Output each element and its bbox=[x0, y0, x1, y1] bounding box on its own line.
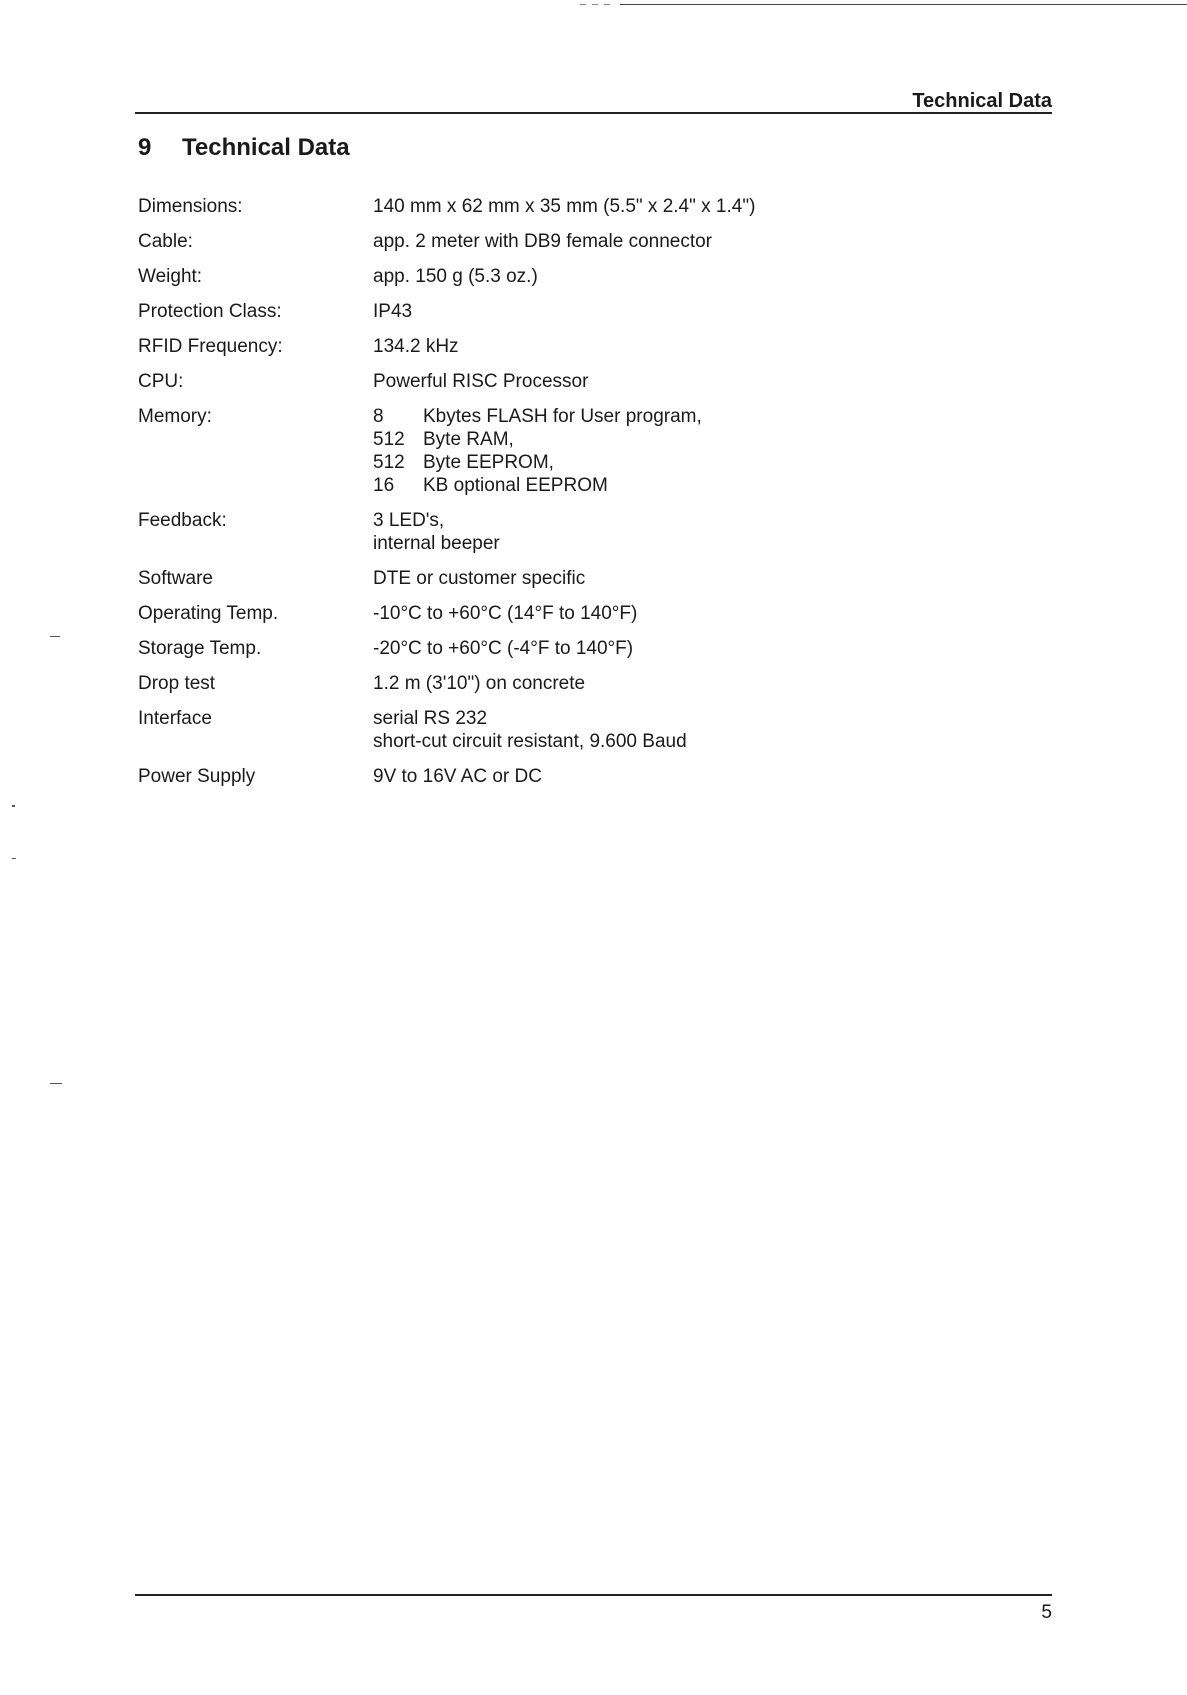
page-number: 5 bbox=[1041, 1602, 1052, 1623]
spec-value bbox=[373, 672, 755, 695]
spec-row bbox=[138, 509, 755, 555]
spec-row bbox=[138, 765, 755, 788]
spec-table bbox=[138, 195, 755, 800]
section-number: 9 bbox=[138, 134, 152, 161]
footer-rule bbox=[135, 1594, 1052, 1596]
spec-value bbox=[373, 300, 755, 323]
memory-description: KB optional EEPROM bbox=[423, 475, 608, 496]
scan-artifact bbox=[50, 636, 60, 637]
spec-value bbox=[373, 707, 755, 753]
memory-quantity: 512 bbox=[373, 452, 405, 473]
scan-artifact bbox=[580, 4, 610, 5]
spec-label: Feedback: bbox=[138, 510, 227, 531]
spec-label: Memory: bbox=[138, 406, 212, 427]
scan-artifact bbox=[12, 805, 15, 807]
spec-value bbox=[373, 637, 755, 660]
memory-quantity: 512 bbox=[373, 429, 405, 450]
header-rule bbox=[135, 112, 1052, 114]
spec-label: Operating Temp. bbox=[138, 603, 279, 624]
section-title-text: Technical Data bbox=[182, 134, 350, 161]
spec-row bbox=[138, 602, 755, 625]
spec-value bbox=[373, 509, 755, 555]
spec-value bbox=[373, 602, 755, 625]
spec-row bbox=[138, 335, 755, 358]
memory-line bbox=[373, 451, 755, 474]
section-title bbox=[138, 134, 350, 162]
spec-value-line: app. 2 meter with DB9 female connector bbox=[373, 231, 713, 252]
spec-value-line: DTE or customer specific bbox=[373, 568, 586, 589]
spec-label: RFID Frequency: bbox=[138, 336, 283, 357]
spec-value bbox=[373, 195, 755, 218]
scan-artifact bbox=[50, 1083, 62, 1084]
memory-line bbox=[373, 428, 755, 451]
spec-value-line: app. 150 g (5.3 oz.) bbox=[373, 266, 538, 287]
memory-line bbox=[373, 474, 755, 497]
spec-label: Interface bbox=[138, 708, 212, 729]
memory-description: Byte RAM, bbox=[423, 429, 514, 450]
spec-row bbox=[138, 370, 755, 393]
spec-row bbox=[138, 707, 755, 753]
memory-line bbox=[373, 405, 755, 428]
spec-row bbox=[138, 672, 755, 695]
spec-value bbox=[373, 265, 755, 288]
spec-value bbox=[373, 335, 755, 358]
spec-value-line: -20°C to +60°C (-4°F to 140°F) bbox=[373, 638, 634, 659]
spec-value-line: serial RS 232 bbox=[373, 708, 488, 729]
spec-label: Dimensions: bbox=[138, 196, 243, 217]
spec-label: Protection Class: bbox=[138, 301, 282, 322]
spec-label: Software bbox=[138, 568, 213, 589]
spec-label: Weight: bbox=[138, 266, 203, 287]
spec-value-line: 134.2 kHz bbox=[373, 336, 459, 357]
spec-value-line: short-cut circuit resistant, 9.600 Baud bbox=[373, 731, 687, 752]
memory-quantity: 16 bbox=[373, 475, 395, 496]
spec-value bbox=[373, 765, 755, 788]
running-header: Technical Data bbox=[912, 90, 1052, 112]
spec-row bbox=[138, 567, 755, 590]
spec-value-line: 140 mm x 62 mm x 35 mm (5.5" x 2.4" x 1.4") bbox=[373, 196, 756, 217]
spec-value bbox=[373, 370, 755, 393]
scan-artifact bbox=[620, 4, 1187, 5]
spec-row bbox=[138, 405, 755, 497]
spec-row bbox=[138, 195, 755, 218]
spec-value-line: Powerful RISC Processor bbox=[373, 371, 589, 392]
spec-value-line: IP43 bbox=[373, 301, 413, 322]
spec-value-line: 9V to 16V AC or DC bbox=[373, 766, 542, 787]
spec-value-line: 1.2 m (3'10") on concrete bbox=[373, 673, 586, 694]
spec-value-line: internal beeper bbox=[373, 533, 500, 554]
spec-label: Drop test bbox=[138, 673, 216, 694]
spec-row bbox=[138, 637, 755, 660]
spec-label: Power Supply bbox=[138, 766, 256, 787]
spec-value-line: -10°C to +60°C (14°F to 140°F) bbox=[373, 603, 638, 624]
spec-label: CPU: bbox=[138, 371, 184, 392]
spec-value bbox=[373, 567, 755, 590]
memory-quantity: 8 bbox=[373, 406, 384, 427]
spec-row bbox=[138, 230, 755, 253]
spec-value-line: 3 LED's, bbox=[373, 510, 445, 531]
spec-row bbox=[138, 300, 755, 323]
spec-label: Storage Temp. bbox=[138, 638, 262, 659]
spec-value bbox=[373, 405, 755, 497]
memory-description: Byte EEPROM, bbox=[423, 452, 554, 473]
spec-label: Cable: bbox=[138, 231, 193, 252]
memory-description: Kbytes FLASH for User program, bbox=[423, 406, 702, 427]
scan-artifact bbox=[12, 858, 16, 859]
spec-row bbox=[138, 265, 755, 288]
spec-value bbox=[373, 230, 755, 253]
